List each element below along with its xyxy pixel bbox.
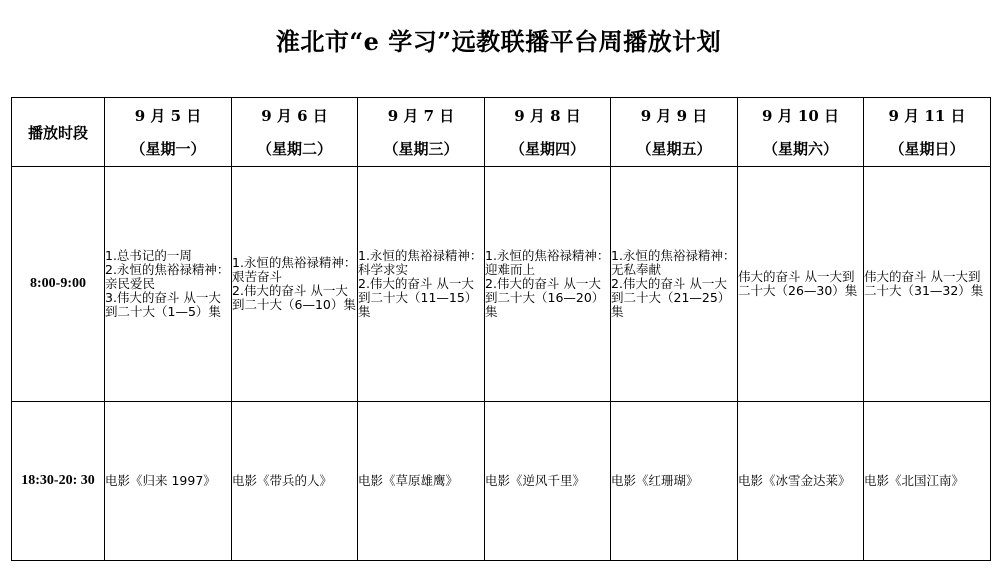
day-date: 9 月 6 日 bbox=[261, 107, 328, 125]
header-row bbox=[12, 98, 991, 167]
program-cell: 1.永恒的焦裕禄精神：艰苦奋斗 2.伟大的奋斗 从一大到二十大（6—10）集 bbox=[232, 167, 358, 402]
day-weekday: （星期四） bbox=[509, 140, 585, 158]
day-weekday: （星期五） bbox=[636, 140, 712, 158]
program-cell: 电影《带兵的人》 bbox=[232, 402, 358, 561]
day-date: 9 月 11 日 bbox=[888, 107, 966, 125]
day-date: 9 月 8 日 bbox=[514, 107, 581, 125]
program-cell: 1.永恒的焦裕禄精神：迎难而上 2.伟大的奋斗 从一大到二十大（16—20）集 bbox=[485, 167, 611, 402]
header-day-cell bbox=[738, 98, 864, 167]
day-date: 9 月 10 日 bbox=[762, 107, 839, 125]
day-weekday: （星期六） bbox=[762, 140, 838, 158]
program-cell: 1.永恒的焦裕禄精神：无私奉献 2.伟大的奋斗 从一大到二十大（21—25）集 bbox=[611, 167, 738, 402]
header-day-cell bbox=[358, 98, 485, 167]
schedule-row-morning bbox=[12, 167, 991, 402]
day-weekday: （星期日） bbox=[889, 140, 965, 158]
time-slot-cell: 8:00-9:00 bbox=[12, 167, 105, 402]
schedule-table bbox=[11, 97, 991, 561]
header-day-cell bbox=[232, 98, 358, 167]
program-cell: 伟大的奋斗 从一大到二十大（26—30）集 bbox=[738, 167, 864, 402]
day-weekday: （星期一） bbox=[130, 140, 206, 158]
program-cell: 电影《逆风千里》 bbox=[485, 402, 611, 561]
header-corner-cell bbox=[12, 98, 105, 167]
header-day-cell bbox=[105, 98, 232, 167]
header-day-cell bbox=[485, 98, 611, 167]
program-cell: 1.总书记的一周 2.永恒的焦裕禄精神：亲民爱民 3.伟大的奋斗 从一大到二十大（1—5）集 bbox=[105, 167, 232, 402]
day-date: 9 月 7 日 bbox=[387, 107, 455, 125]
header-day-cell bbox=[611, 98, 738, 167]
program-cell: 1.永恒的焦裕禄精神：科学求实 2.伟大的奋斗 从一大到二十大（11—15）集 bbox=[358, 167, 485, 402]
header-day-cell bbox=[864, 98, 991, 167]
day-weekday: （星期二） bbox=[256, 140, 332, 158]
day-date: 9 月 9 日 bbox=[640, 107, 708, 125]
day-date: 9 月 5 日 bbox=[134, 107, 202, 125]
program-cell: 伟大的奋斗 从一大到二十大（31—32）集 bbox=[864, 167, 991, 402]
program-cell: 电影《归来 1997》 bbox=[105, 402, 232, 561]
program-cell: 电影《草原雄鹰》 bbox=[358, 402, 485, 561]
schedule-row-evening bbox=[12, 402, 991, 561]
program-cell: 电影《红珊瑚》 bbox=[611, 402, 738, 561]
time-slot-cell: 18:30-20: 30 bbox=[12, 402, 105, 561]
page-title: 淮北市“e 学习”远教联播平台周播放计划 bbox=[275, 27, 722, 56]
program-cell: 电影《冰雪金达莱》 bbox=[738, 402, 864, 561]
day-weekday: （星期三） bbox=[383, 140, 459, 158]
program-cell: 电影《北国江南》 bbox=[864, 402, 991, 561]
corner-label: 播放时段 bbox=[27, 123, 88, 142]
